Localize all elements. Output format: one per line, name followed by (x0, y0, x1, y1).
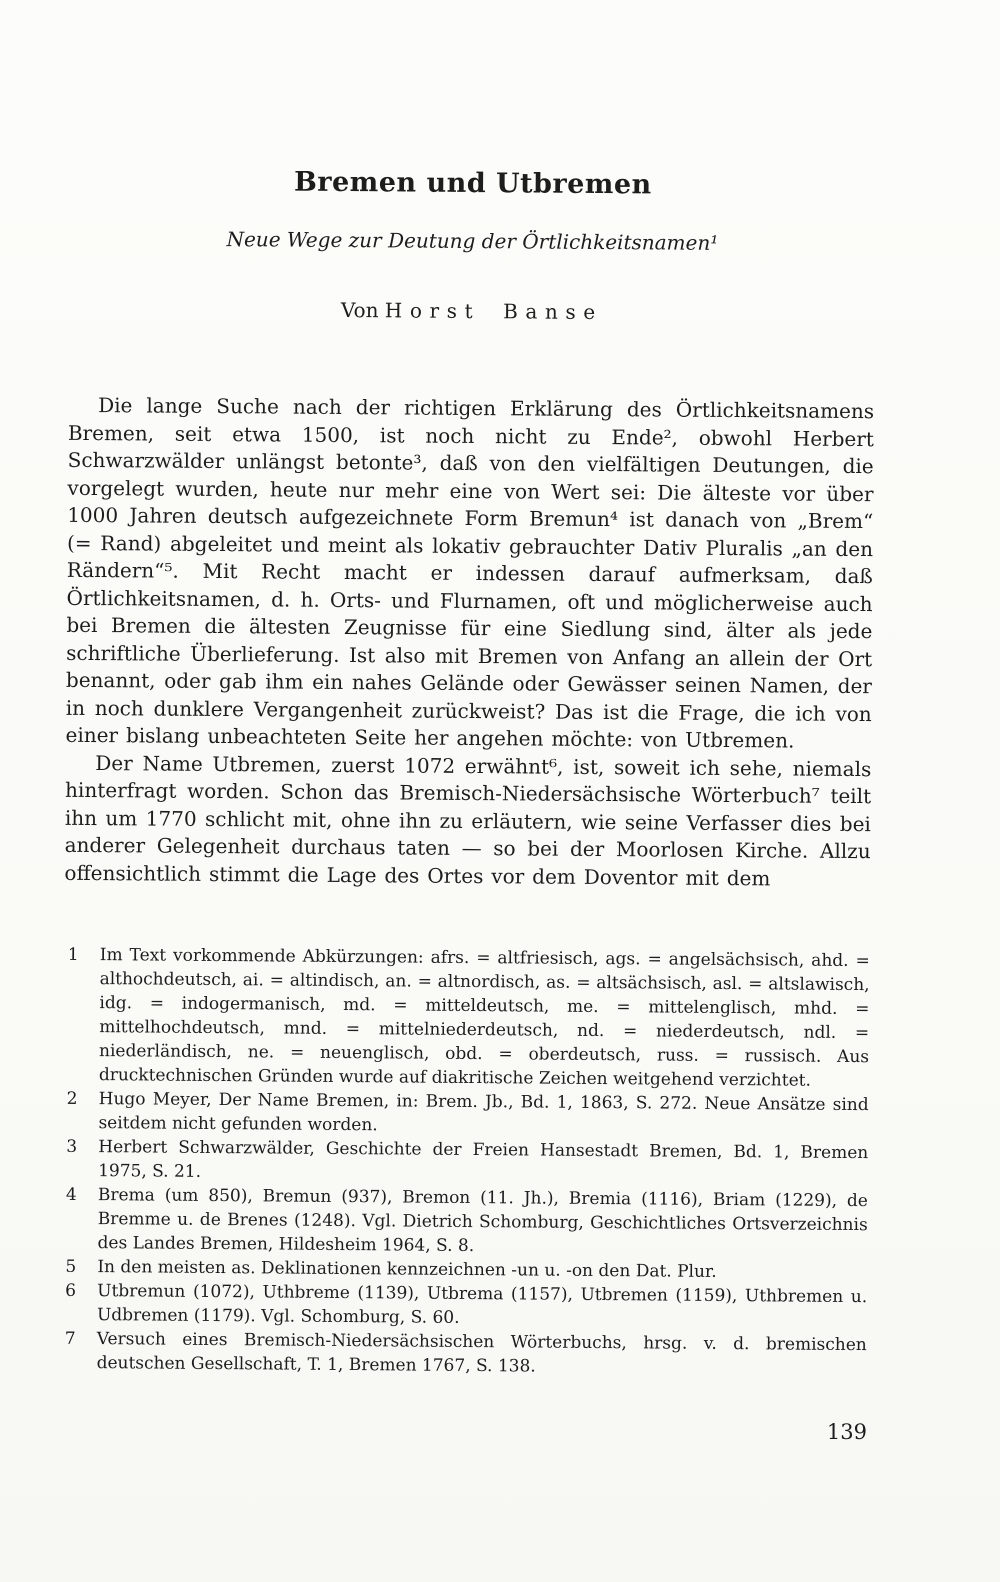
body-paragraph: Der Name Utbremen, zuerst 1072 erwähnt⁶, ist, soweit ich sehe, niemals hinterfragt worden. Schon das Bremisch-Niedersächsische Wörterbuch⁷ teilt ihn um 1770 schlicht mit, ohne ihn zu erläutern, wie seine Verfasser dies bei anderer Gelegenheit durchaus taten — so bei der Moorlosen Kirche. Allzu offensichtlich stimmt die Lage des Ortes vor dem Doventor mit dem (64, 750, 872, 890)
page-number: 139 (826, 1420, 867, 1444)
footnote-text: Versuch eines Bremisch-Niedersächsischen Wörterbuchs, hrsg. v. d. bremischen deutschen Gesellschaft, T. 1, Bremen 1767, S. 138. (96, 1329, 867, 1377)
byline-prefix: Von (340, 297, 379, 323)
footnote (62, 1135, 868, 1189)
body-text (64, 392, 874, 893)
footnote (61, 1183, 868, 1261)
footnote-number: 1 (67, 944, 79, 965)
footnote (63, 943, 870, 1093)
footnote-number: 6 (65, 1280, 77, 1301)
footnote-text: Im Text vorkommende Abkürzungen: afrs. = altfriesisch, ags. = angelsächsisch, ahd. = althochdeutsch, ai. = altindisch, an. = altnordisch, as. = altsächsisch, asl. = altslawisch, idg. = indogermanisch, md. = mitteldeutsch, me. = mittelenglisch, mhd. = mittelhochdeutsch, mnd. = mittelniederdeutsch, nd. = niederdeutsch, ndl. = niederländisch, ne. = neuenglisch, obd. = oberdeutsch, russ. = russisch. Aus drucktechnischen Gründen wurde auf diakritische Zeichen weitgehend verzichtet. (98, 945, 870, 1091)
byline (69, 296, 875, 326)
footnote-number: 4 (65, 1184, 77, 1205)
footnote-text: Utbremun (1072), Uthbreme (1139), Utbrema (1157), Utbremen (1159), Uthbremen u. Udbremen (1179). Vgl. Schomburg, S. 60. (96, 1281, 868, 1328)
footnote-number: 3 (66, 1136, 78, 1157)
footnotes-section (61, 943, 870, 1381)
footnote (62, 1087, 868, 1141)
article-subtitle: Neue Wege zur Deutung der Örtlichkeitsnamen¹ (226, 227, 719, 255)
footnote-number: 5 (65, 1256, 77, 1277)
article-title: Bremen und Utbremen (293, 166, 652, 201)
scanned-content (61, 165, 876, 1381)
footnote-text: Brema (um 850), Bremun (937), Bremon (11. Jh.), Bremia (1116), Briam (1229), de Bremme u. de Brenes (1248). Vgl. Dietrich Schomburg, Geschichtliches Ortsverzeichnis des Landes Bremen, Hildesheim 1964, S. 8. (97, 1185, 868, 1257)
body-paragraph: Die lange Suche nach der richtigen Erklärung des Örtlichkeitsnamens Bremen, seit etwa 1500, ist noch nicht zu Ende², obwohl Herbert Schwarzwälder unlängst betonte³, daß von den vielfältigen Deutungen, die vorgelegt wurden, heute nur mehr eine von Wert sei: Die älteste vor über 1000 Jahren deutsch aufgezeichnete Form Bremun⁴ ist danach von „Brem“ (= Rand) abgeleitet und meint als lokativ gebrauchter Dativ Pluralis „an den Rändern“⁵. Mit Recht macht er indessen darauf aufmerksam, daß Örtlichkeitsnamen, d. h. Orts- und Flurnamen, oft und möglicherweise auch bei Bremen die ältesten Zeugnisse für eine Siedlung sind, älter als jede schriftliche Überlieferung. Ist also mit Bremen von Anfang an allein der Ort benannt, oder gab ihm ein nahes Gelände oder Gewässer seinen Namen, der in noch dunklere Vergangenheit zurückweist? Das ist die Frage, die ich von einer bislang unbeachteten Seite her angehen möchte: von Utbremen. (65, 393, 875, 753)
footnote-number: 2 (66, 1088, 78, 1109)
footnote-text: Hugo Meyer, Der Name Bremen, in: Brem. Jb., Bd. 1, 1863, S. 272. Neue Ansätze sind seitdem nicht gefunden worden. (98, 1089, 869, 1136)
footnote-text: Herbert Schwarzwälder, Geschichte der Freien Hansestadt Bremen, Bd. 1, Bremen 1975, S. 21. (98, 1137, 869, 1182)
footnote-number: 7 (64, 1328, 76, 1349)
footnote (61, 1327, 867, 1381)
footnote-text: In den meisten as. Deklinationen kennzeichnen -un u. -on den Dat. Plur. (97, 1257, 717, 1282)
author-name: Horst Banse (384, 298, 603, 325)
footnote (61, 1279, 867, 1333)
